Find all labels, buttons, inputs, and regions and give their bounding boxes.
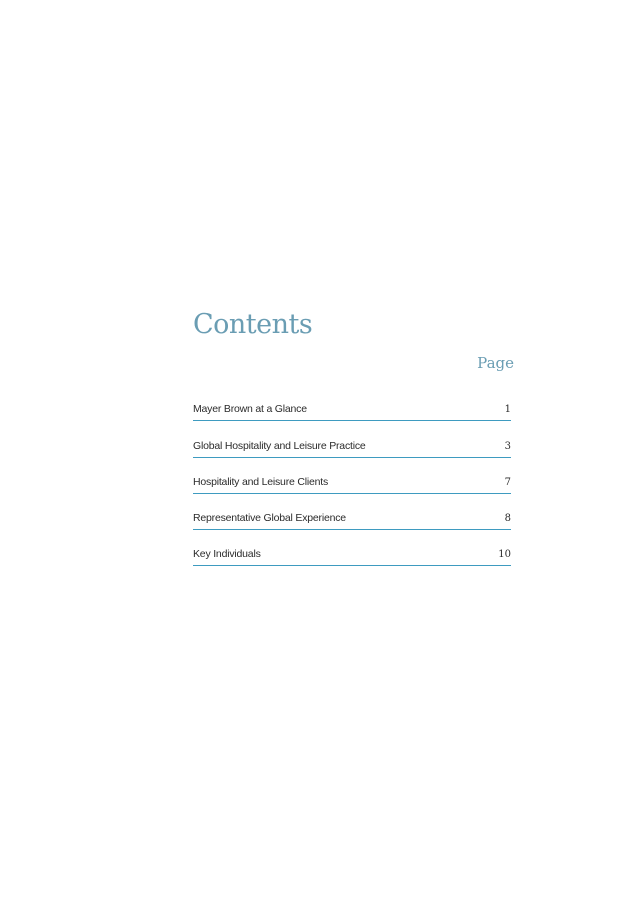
- table-of-contents: [193, 385, 511, 566]
- toc-entry-label: Key Individuals: [193, 548, 261, 561]
- toc-entry-page-number: 8: [504, 513, 511, 525]
- toc-entry-label: Hospitality and Leisure Clients: [193, 475, 329, 488]
- toc-entry-label: Mayer Brown at a Glance: [193, 403, 307, 416]
- toc-entry-global-hospitality-practice[interactable]: [193, 421, 511, 457]
- toc-entry-page-number: 7: [504, 476, 511, 488]
- page-column-heading: Page: [477, 354, 514, 372]
- toc-entry-label: Global Hospitality and Leisure Practice: [193, 439, 366, 452]
- contents-title: Contents: [193, 309, 313, 340]
- toc-entry-representative-experience[interactable]: [193, 494, 511, 530]
- toc-entry-key-individuals[interactable]: [193, 530, 511, 566]
- toc-entry-page-number: 10: [498, 549, 511, 561]
- toc-entry-hospitality-clients[interactable]: [193, 458, 511, 494]
- toc-entry-page-number: 1: [504, 404, 511, 416]
- toc-entry-page-number: 3: [504, 440, 511, 452]
- toc-entry-label: Representative Global Experience: [193, 512, 346, 525]
- toc-entry-mayer-brown-at-a-glance[interactable]: [193, 385, 511, 421]
